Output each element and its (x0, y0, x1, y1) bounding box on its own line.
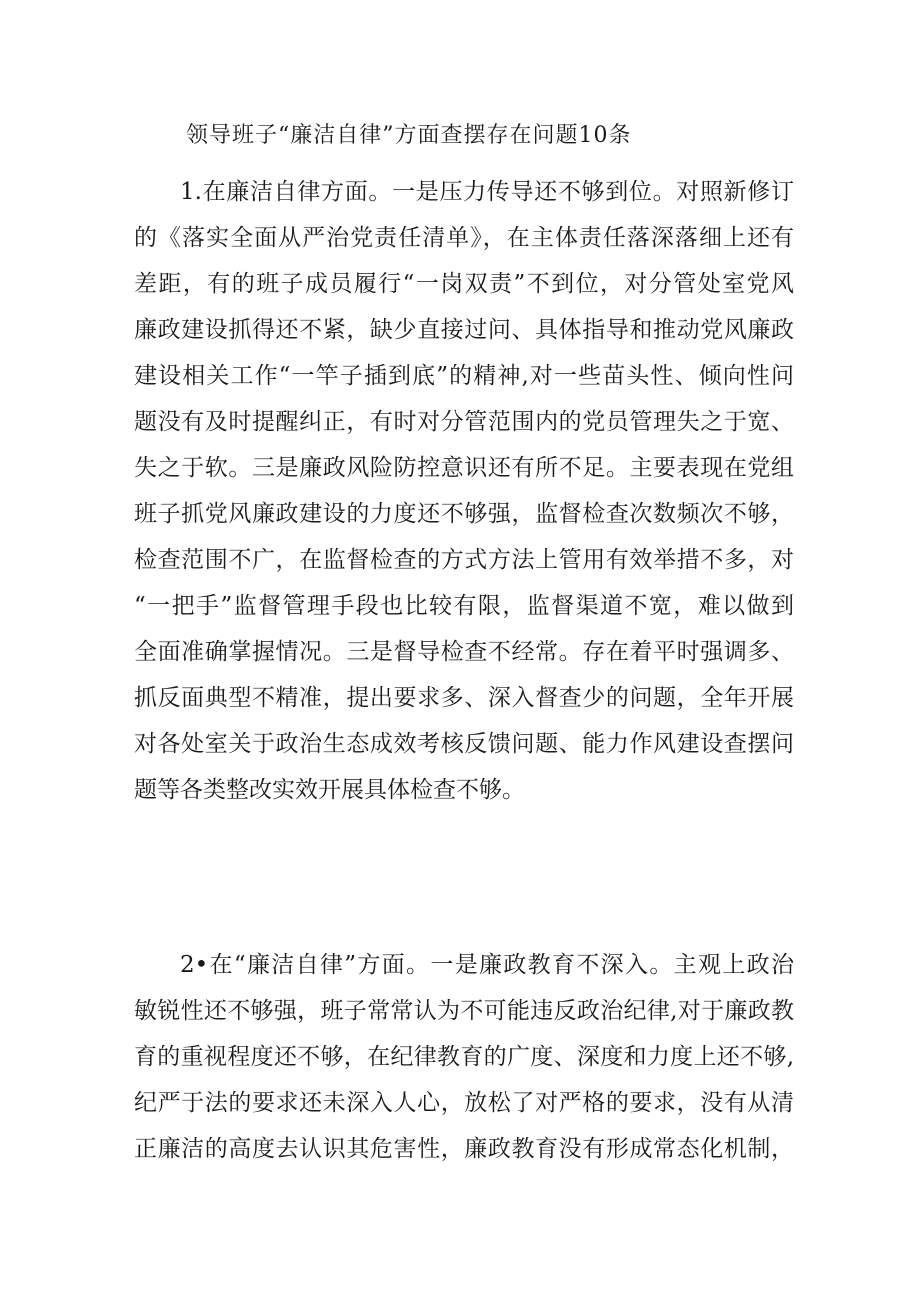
paragraph-line: 敏锐性还不够强，班子常常认为不可能违反政治纪律,对于廉政教 (134, 998, 794, 1024)
paragraph-line: 2•在“廉洁自律”方面。一是廉政教育不深入。主观上政治 (180, 952, 794, 978)
paragraph-1 (134, 169, 794, 813)
paragraph-2 (134, 942, 794, 1172)
paragraph-line: 纪严于法的要求还未深入人心，放松了对严格的要求，没有从清 (134, 1090, 794, 1116)
paragraph-line: 抓反面典型不精准，提出要求多、深入督查少的问题，全年开展 (134, 685, 794, 711)
paragraph-line: 题没有及时提醒纠正，有时对分管范围内的党员管理失之于宽、 (134, 409, 794, 435)
paragraph-line: 建设相关工作“一竿子插到底”的精神,对一些苗头性、倾向性问 (134, 363, 794, 389)
paragraph-line: 检查范围不广，在监督检查的方式方法上管用有效举措不多，对 (134, 547, 794, 573)
paragraph-line: 全面准确掌握情况。三是督导检查不经常。存在着平时强调多、 (134, 639, 794, 665)
paragraph-line: 失之于软。三是廉政风险防控意识还有所不足。主要表现在党组 (134, 455, 794, 481)
paragraph-line: 班子抓党风廉政建设的力度还不够强，监督检查次数频次不够， (134, 501, 794, 527)
paragraph-line: “一把手”监督管理手段也比较有限，监督渠道不宽，难以做到 (134, 593, 794, 619)
paragraph-line: 对各处室关于政治生态成效考核反馈问题、能力作风建设查摆问 (134, 731, 794, 757)
paragraph-line: 正廉洁的高度去认识其危害性，廉政教育没有形成常态化机制， (134, 1136, 794, 1162)
document-title: 领导班子“廉洁自律”方面查摆存在问题10条 (186, 123, 632, 148)
paragraph-line: 差距，有的班子成员履行“一岗双责”不到位，对分管处室党风 (134, 271, 794, 297)
paragraph-line: 题等各类整改实效开展具体检查不够。 (134, 777, 525, 803)
paragraph-line: 廉政建设抓得还不紧，缺少直接过问、具体指导和推动党风廉政 (134, 317, 794, 343)
paragraph-line: 1.在廉洁自律方面。一是压力传导还不够到位。对照新修订 (180, 179, 794, 205)
paragraph-line: 育的重视程度还不够，在纪律教育的广度、深度和力度上还不够, (134, 1044, 794, 1070)
paragraph-line: 的《落实全面从严治党责任清单》，在主体责任落深落细上还有 (134, 225, 794, 251)
